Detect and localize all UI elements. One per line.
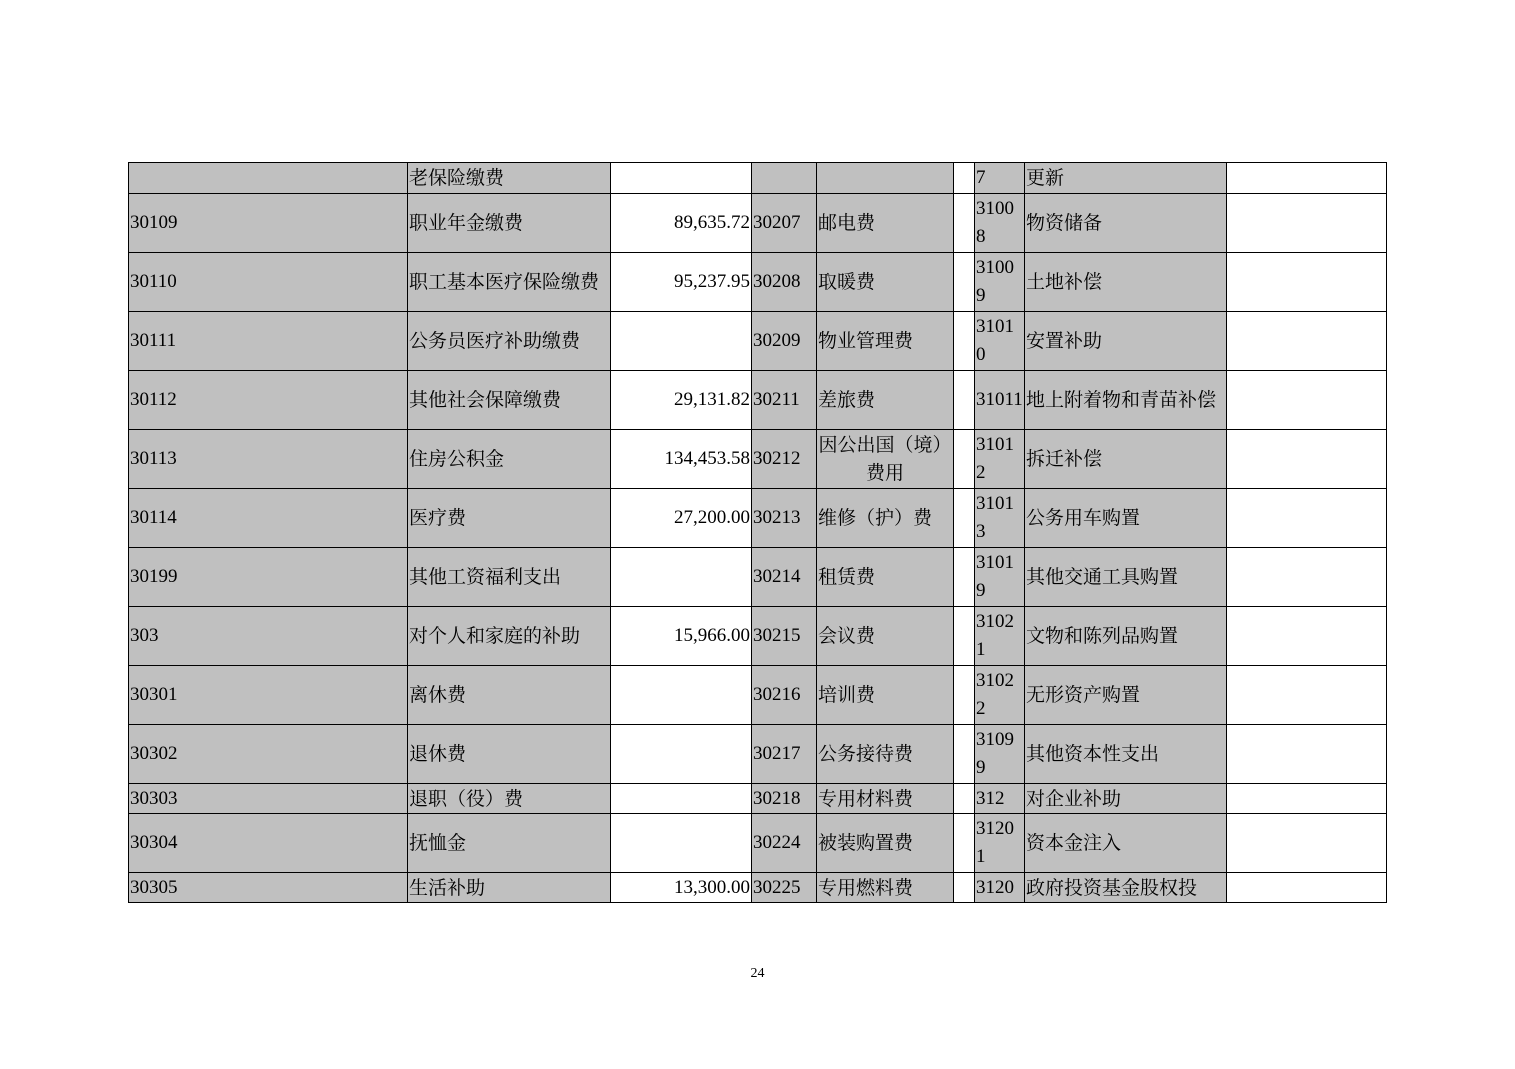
name-cell-2: 专用材料费 <box>817 784 954 814</box>
amount-cell-3 <box>1227 814 1387 873</box>
code-cell-1: 30112 <box>129 371 408 430</box>
code-cell-3: 31009 <box>975 253 1025 312</box>
name-cell-1: 职工基本医疗保险缴费 <box>408 253 611 312</box>
name-cell-1: 职业年金缴费 <box>408 194 611 253</box>
code-cell-2: 30208 <box>752 253 817 312</box>
amount-cell-2 <box>954 489 975 548</box>
code-cell-1: 30199 <box>129 548 408 607</box>
code-cell-3: 31099 <box>975 725 1025 784</box>
name-cell-2: 租赁费 <box>817 548 954 607</box>
name-cell-2: 因公出国（境）费用 <box>817 430 954 489</box>
amount-cell-2 <box>954 548 975 607</box>
code-cell-3: 31201 <box>975 814 1025 873</box>
code-cell-3: 31013 <box>975 489 1025 548</box>
amount-cell-1 <box>611 548 752 607</box>
table-row <box>129 253 1387 312</box>
amount-cell-2 <box>954 253 975 312</box>
code-cell-3: 31019 <box>975 548 1025 607</box>
code-cell-1: 30301 <box>129 666 408 725</box>
name-cell-1: 公务员医疗补助缴费 <box>408 312 611 371</box>
code-cell-3: 3120 <box>975 873 1025 903</box>
amount-cell-1 <box>611 666 752 725</box>
amount-cell-3 <box>1227 548 1387 607</box>
name-cell-3: 文物和陈列品购置 <box>1025 607 1227 666</box>
amount-cell-2 <box>954 371 975 430</box>
amount-cell-3 <box>1227 430 1387 489</box>
name-cell-2: 公务接待费 <box>817 725 954 784</box>
amount-cell-1: 89,635.72 <box>611 194 752 253</box>
amount-cell-3 <box>1227 194 1387 253</box>
table-row <box>129 194 1387 253</box>
code-cell-2 <box>752 163 817 194</box>
budget-table <box>128 162 1387 903</box>
name-cell-1: 对个人和家庭的补助 <box>408 607 611 666</box>
code-cell-2: 30217 <box>752 725 817 784</box>
name-cell-3: 拆迁补偿 <box>1025 430 1227 489</box>
code-cell-3: 31008 <box>975 194 1025 253</box>
amount-cell-3 <box>1227 873 1387 903</box>
code-cell-1 <box>129 163 408 194</box>
code-cell-1: 30303 <box>129 784 408 814</box>
code-cell-3: 312 <box>975 784 1025 814</box>
amount-cell-2 <box>954 312 975 371</box>
code-cell-3: 31021 <box>975 607 1025 666</box>
name-cell-1: 退休费 <box>408 725 611 784</box>
code-cell-2: 30209 <box>752 312 817 371</box>
amount-cell-2 <box>954 666 975 725</box>
code-cell-3: 7 <box>975 163 1025 194</box>
code-cell-1: 30109 <box>129 194 408 253</box>
name-cell-3: 更新 <box>1025 163 1227 194</box>
code-cell-2: 30214 <box>752 548 817 607</box>
name-cell-1: 抚恤金 <box>408 814 611 873</box>
amount-cell-2 <box>954 163 975 194</box>
name-cell-1: 离休费 <box>408 666 611 725</box>
code-cell-1: 30304 <box>129 814 408 873</box>
amount-cell-1: 134,453.58 <box>611 430 752 489</box>
table-row <box>129 489 1387 548</box>
table-row <box>129 814 1387 873</box>
name-cell-1: 其他工资福利支出 <box>408 548 611 607</box>
name-cell-2: 差旅费 <box>817 371 954 430</box>
name-cell-3: 公务用车购置 <box>1025 489 1227 548</box>
name-cell-3: 政府投资基金股权投 <box>1025 873 1227 903</box>
name-cell-3: 无形资产购置 <box>1025 666 1227 725</box>
amount-cell-2 <box>954 194 975 253</box>
name-cell-2: 取暖费 <box>817 253 954 312</box>
table-row <box>129 163 1387 194</box>
name-cell-3: 其他交通工具购置 <box>1025 548 1227 607</box>
amount-cell-3 <box>1227 312 1387 371</box>
table-row <box>129 430 1387 489</box>
code-cell-2: 30216 <box>752 666 817 725</box>
table-row <box>129 873 1387 903</box>
code-cell-2: 30212 <box>752 430 817 489</box>
amount-cell-1: 13,300.00 <box>611 873 752 903</box>
amount-cell-3 <box>1227 607 1387 666</box>
code-cell-2: 30224 <box>752 814 817 873</box>
amount-cell-2 <box>954 725 975 784</box>
name-cell-1: 其他社会保障缴费 <box>408 371 611 430</box>
amount-cell-3 <box>1227 725 1387 784</box>
name-cell-1: 退职（役）费 <box>408 784 611 814</box>
amount-cell-3 <box>1227 784 1387 814</box>
name-cell-2: 被装购置费 <box>817 814 954 873</box>
table-row <box>129 548 1387 607</box>
name-cell-3: 安置补助 <box>1025 312 1227 371</box>
name-cell-2 <box>817 163 954 194</box>
amount-cell-3 <box>1227 666 1387 725</box>
page-number: 24 <box>750 966 765 981</box>
table-row <box>129 666 1387 725</box>
name-cell-2: 培训费 <box>817 666 954 725</box>
amount-cell-3 <box>1227 253 1387 312</box>
table-row <box>129 784 1387 814</box>
amount-cell-1 <box>611 725 752 784</box>
name-cell-3: 其他资本性支出 <box>1025 725 1227 784</box>
amount-cell-1: 27,200.00 <box>611 489 752 548</box>
code-cell-3: 31022 <box>975 666 1025 725</box>
amount-cell-3 <box>1227 163 1387 194</box>
amount-cell-1 <box>611 163 752 194</box>
amount-cell-2 <box>954 784 975 814</box>
amount-cell-1 <box>611 814 752 873</box>
table-row <box>129 607 1387 666</box>
table-row <box>129 725 1387 784</box>
amount-cell-3 <box>1227 371 1387 430</box>
name-cell-3: 资本金注入 <box>1025 814 1227 873</box>
code-cell-1: 303 <box>129 607 408 666</box>
amount-cell-1 <box>611 784 752 814</box>
amount-cell-2 <box>954 430 975 489</box>
code-cell-1: 30302 <box>129 725 408 784</box>
amount-cell-1 <box>611 312 752 371</box>
code-cell-3: 31012 <box>975 430 1025 489</box>
code-cell-1: 30113 <box>129 430 408 489</box>
name-cell-3: 物资储备 <box>1025 194 1227 253</box>
name-cell-2: 维修（护）费 <box>817 489 954 548</box>
table-row <box>129 371 1387 430</box>
code-cell-1: 30111 <box>129 312 408 371</box>
code-cell-1: 30110 <box>129 253 408 312</box>
name-cell-3: 地上附着物和青苗补偿 <box>1025 371 1227 430</box>
name-cell-2: 会议费 <box>817 607 954 666</box>
name-cell-1: 老保险缴费 <box>408 163 611 194</box>
name-cell-3: 对企业补助 <box>1025 784 1227 814</box>
amount-cell-1: 15,966.00 <box>611 607 752 666</box>
code-cell-2: 30215 <box>752 607 817 666</box>
amount-cell-1: 29,131.82 <box>611 371 752 430</box>
code-cell-2: 30211 <box>752 371 817 430</box>
code-cell-3: 31010 <box>975 312 1025 371</box>
amount-cell-2 <box>954 607 975 666</box>
name-cell-2: 物业管理费 <box>817 312 954 371</box>
code-cell-2: 30218 <box>752 784 817 814</box>
amount-cell-3 <box>1227 489 1387 548</box>
table-row <box>129 312 1387 371</box>
name-cell-2: 专用燃料费 <box>817 873 954 903</box>
code-cell-1: 30305 <box>129 873 408 903</box>
code-cell-2: 30213 <box>752 489 817 548</box>
amount-cell-2 <box>954 814 975 873</box>
name-cell-1: 医疗费 <box>408 489 611 548</box>
amount-cell-2 <box>954 873 975 903</box>
name-cell-3: 土地补偿 <box>1025 253 1227 312</box>
name-cell-2: 邮电费 <box>817 194 954 253</box>
name-cell-1: 住房公积金 <box>408 430 611 489</box>
code-cell-2: 30225 <box>752 873 817 903</box>
name-cell-1: 生活补助 <box>408 873 611 903</box>
code-cell-3: 31011 <box>975 371 1025 430</box>
code-cell-1: 30114 <box>129 489 408 548</box>
amount-cell-1: 95,237.95 <box>611 253 752 312</box>
budget-table-body <box>129 163 1387 903</box>
code-cell-2: 30207 <box>752 194 817 253</box>
